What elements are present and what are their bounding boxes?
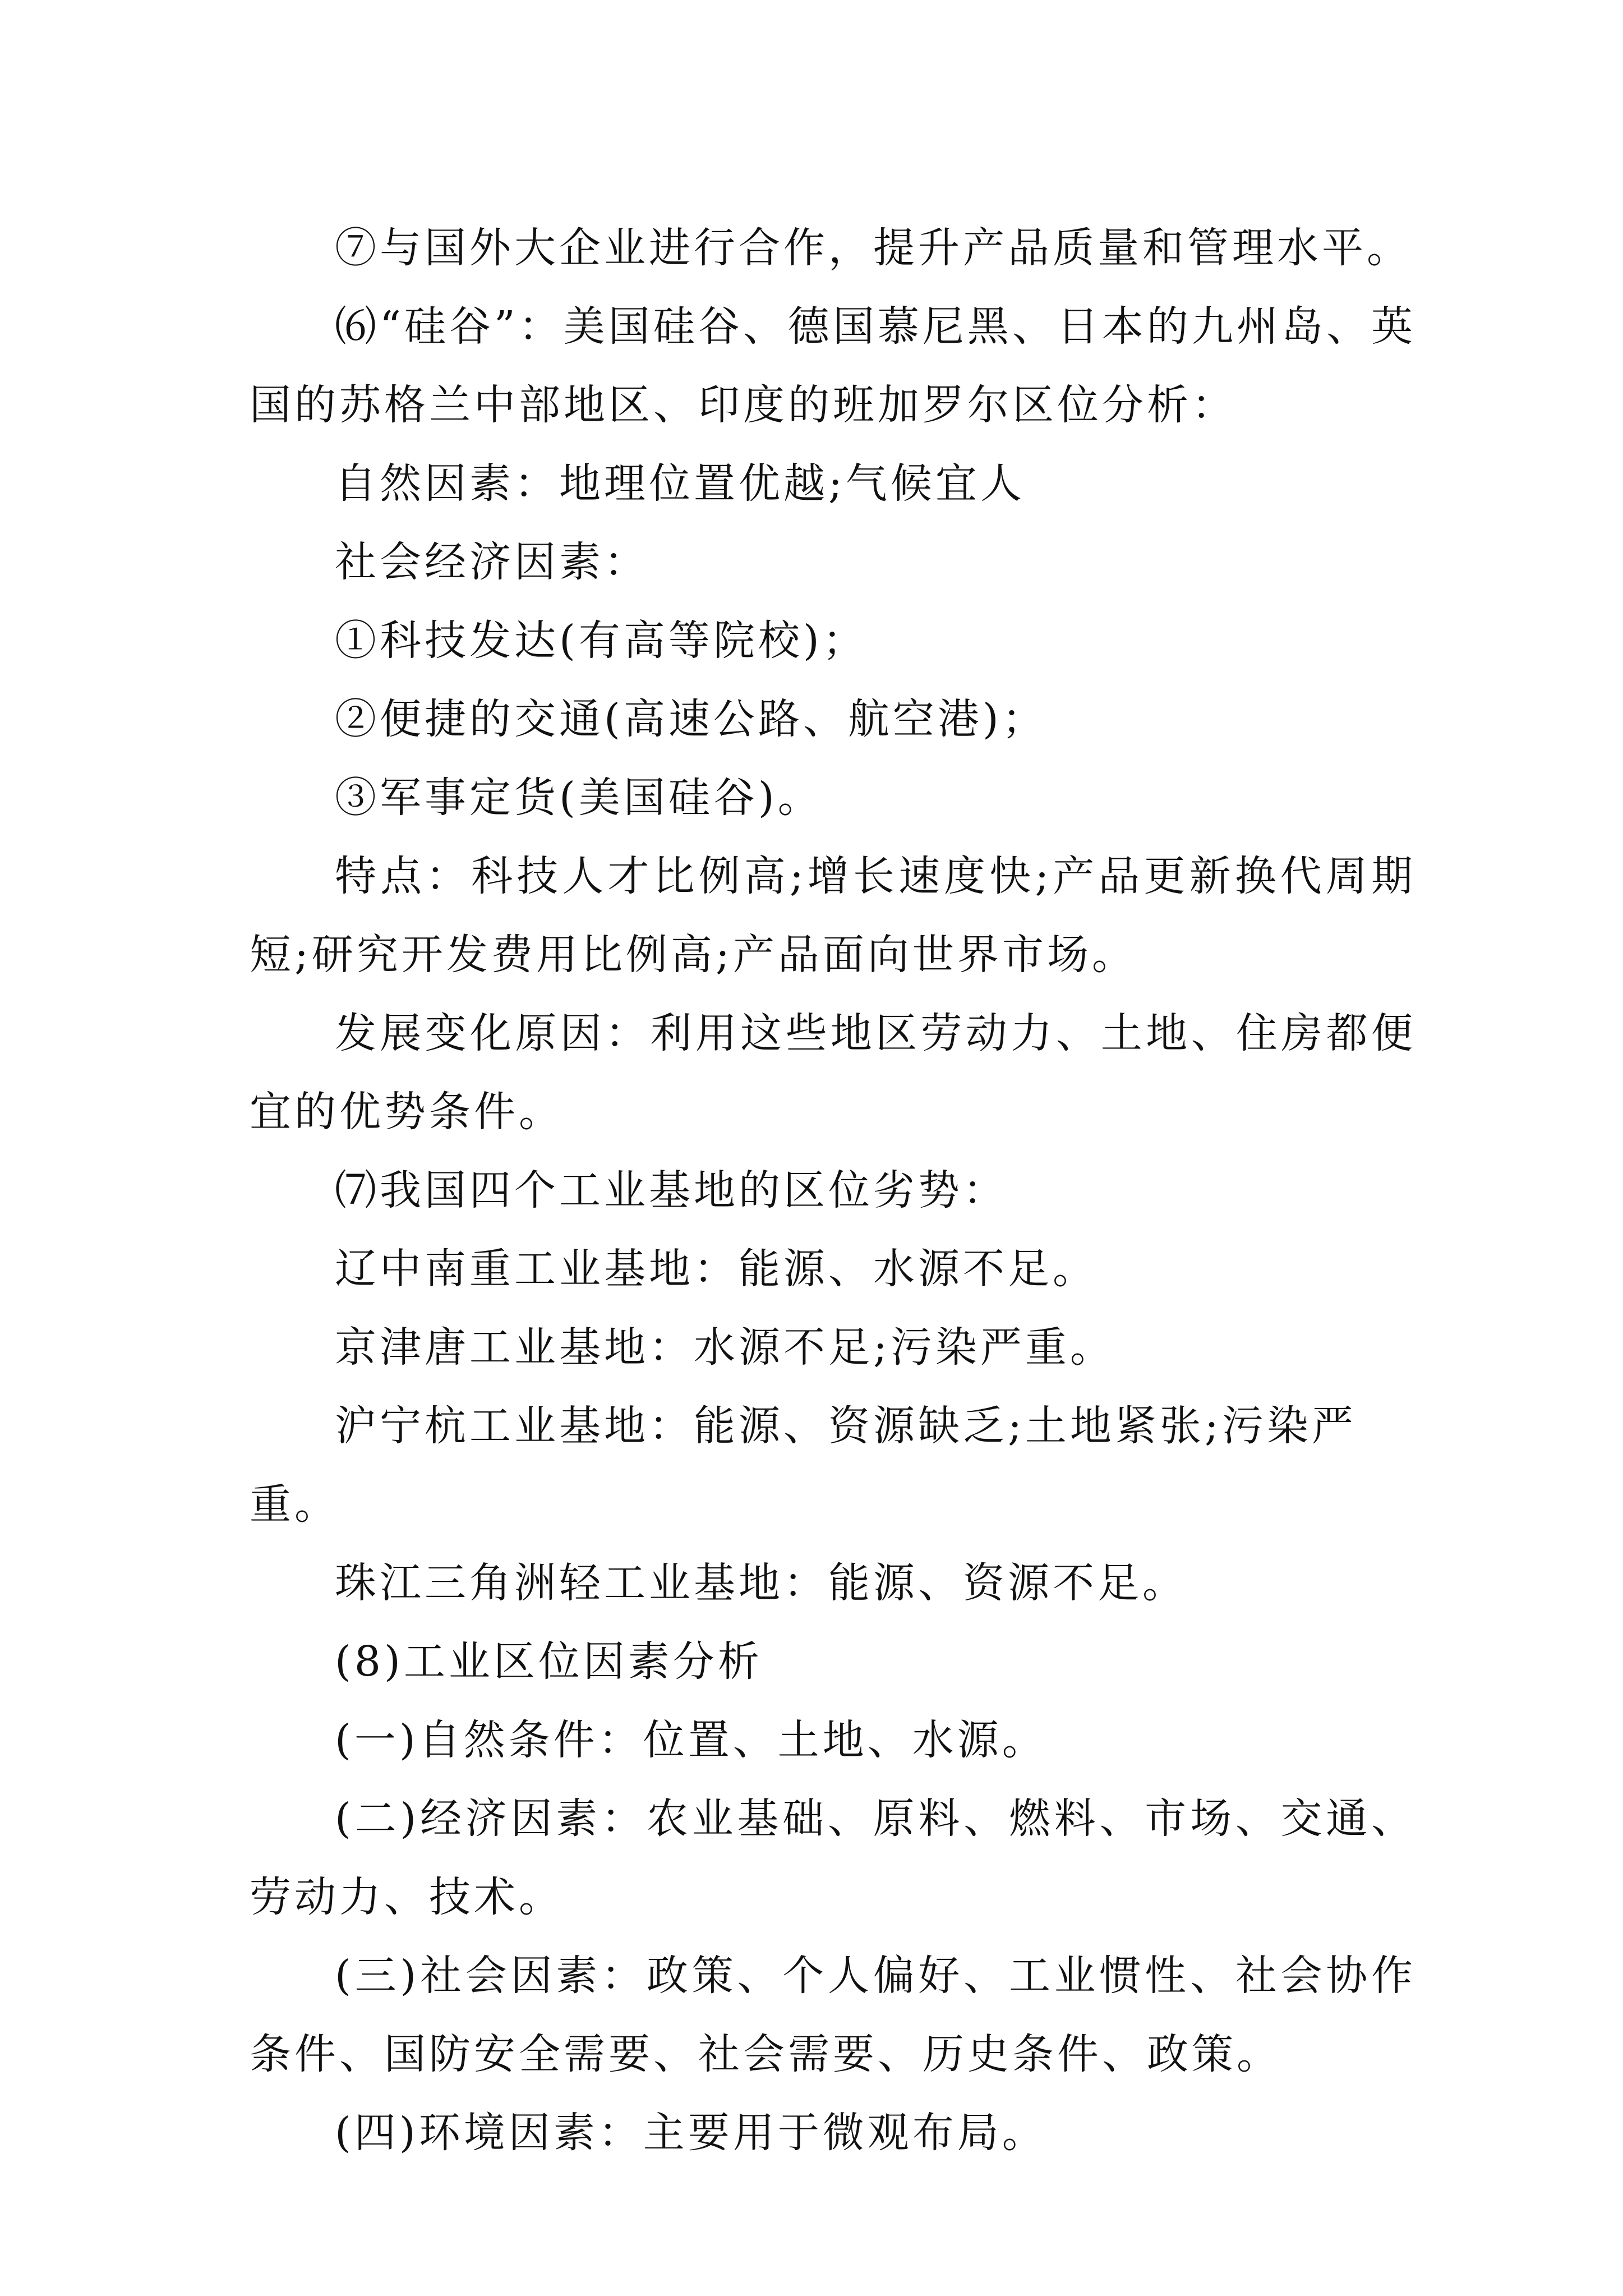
paragraph-social-factors: (三)社会因素：政策、个人偏好、工业惯性、社会协作条件、国防安全需要、社会需要、历史条件、政策。 — [250, 1952, 1416, 2078]
paragraph-economic-factors: (二)经济因素：农业基础、原料、燃料、市场、交通、劳动力、技术。 — [250, 1795, 1416, 1921]
paragraph-jingjintang: 京津唐工业基地：水源不足;污染严重。 — [335, 1323, 1115, 1372]
paragraph-silicon-valley-heading: ⑹“硅谷”：美国硅谷、德国慕尼黑、日本的九州岛、英国的苏格兰中部地区、印度的班加罗尔区位分析： — [250, 302, 1416, 429]
paragraph-liaozhongnan: 辽中南重工业基地：能源、水源不足。 — [335, 1245, 1098, 1293]
paragraph-factor-military: ③军事定货(美国硅谷)。 — [335, 774, 823, 822]
paragraph-huninghang: 沪宁杭工业基地：能源、资源缺乏;土地紧张;污染严重。 — [250, 1402, 1357, 1529]
paragraph-natural-conditions: (一)自然条件：位置、土地、水源。 — [335, 1716, 1047, 1764]
paragraph-factor-transport: ②便捷的交通(高速公路、航空港)； — [335, 695, 1047, 743]
paragraph-natural-factors: 自然因素：地理位置优越;气候宜人 — [335, 459, 1025, 508]
document-body — [250, 209, 1416, 2172]
paragraph-location-analysis-heading: (8)工业区位因素分析 — [335, 1637, 763, 1686]
paragraph-change-reasons: 发展变化原因：利用这些地区劳动力、土地、住房都便宜的优势条件。 — [250, 1009, 1416, 1136]
paragraph-factor-technology: ①科技发达(有高等院校)； — [335, 616, 868, 665]
paragraph-industrial-bases-heading: ⑺我国四个工业基地的区位劣势： — [335, 1166, 1008, 1214]
paragraph-environmental-factors: (四)环境因素：主要用于微观布局。 — [335, 2109, 1047, 2157]
paragraph-socioeconomic-factors: 社会经济因素： — [335, 538, 649, 586]
paragraph-pearl-river-delta: 珠江三角洲轻工业基地：能源、资源不足。 — [335, 1559, 1187, 1607]
paragraph-characteristics: 特点：科技人才比例高;增长速度快;产品更新换代周期短;研究开发费用比例高;产品面向世界市场。 — [250, 852, 1416, 979]
paragraph-cooperation: ⑦与国外大企业进行合作，提升产品质量和管理水平。 — [335, 224, 1412, 272]
